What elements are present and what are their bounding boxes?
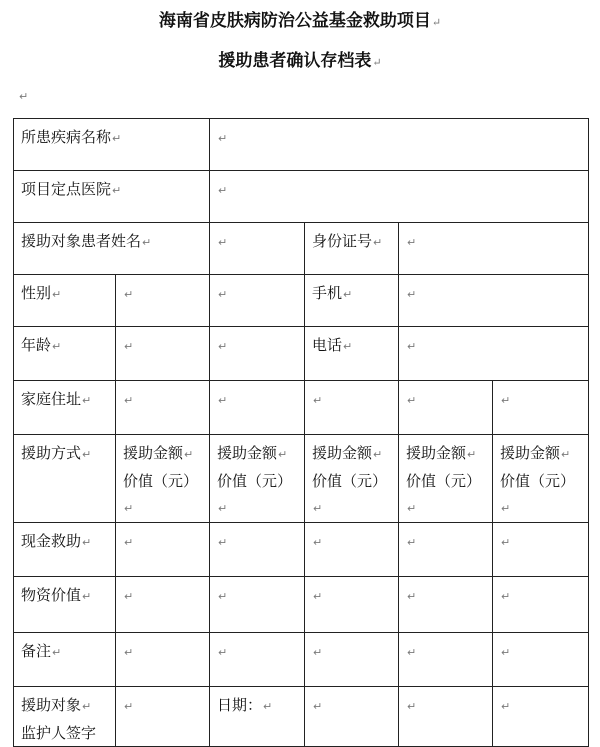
id-number-input-cell[interactable]: ↵ [399,223,589,275]
material-value-input-cell[interactable]: ↵ [493,577,589,633]
table-row [14,633,589,687]
guardian-signature-label-cell: 援助对象↵ 监护人签字 [14,687,116,747]
id-number-label-cell: 身份证号↵ [305,223,399,275]
gender-input-cell[interactable]: ↵ [116,275,210,327]
mobile-input-cell[interactable]: ↵ [399,275,589,327]
gender-label-cell: 性别↵ [14,275,116,327]
phone-input-cell[interactable]: ↵ [399,327,589,381]
cash-aid-input-cell[interactable]: ↵ [399,523,493,577]
table-row [14,223,589,275]
address-input-cell[interactable]: ↵ [399,381,493,435]
cash-aid-label-cell: 现金救助↵ [14,523,116,577]
remarks-input-cell[interactable]: ↵ [116,633,210,687]
remarks-input-cell[interactable]: ↵ [210,633,305,687]
hospital-label-cell: 项目定点医院↵ [14,171,210,223]
hospital-input-cell[interactable]: ↵ [210,171,589,223]
address-input-cell[interactable]: ↵ [210,381,305,435]
guardian-signature-input-cell[interactable]: ↵ [116,687,210,747]
patient-name-input-cell[interactable]: ↵ [210,223,305,275]
empty-cell[interactable]: ↵ [210,275,305,327]
address-input-cell[interactable]: ↵ [116,381,210,435]
table-row [14,577,589,633]
table-row [14,171,589,223]
table-row [14,523,589,577]
cash-aid-input-cell[interactable]: ↵ [116,523,210,577]
material-value-input-cell[interactable]: ↵ [210,577,305,633]
material-value-input-cell[interactable]: ↵ [305,577,399,633]
material-value-input-cell[interactable]: ↵ [399,577,493,633]
patient-name-label-cell: 援助对象患者姓名↵ [14,223,210,275]
date-label-cell: 日期：↵ [210,687,305,747]
cash-aid-input-cell[interactable]: ↵ [210,523,305,577]
date-input-cell[interactable]: ↵ [399,687,493,747]
cash-aid-input-cell[interactable]: ↵ [493,523,589,577]
table-row [14,119,589,171]
disease-label-cell: 所患疾病名称↵ [14,119,210,171]
mobile-label-cell: 手机↵ [305,275,399,327]
table-row [14,381,589,435]
material-value-input-cell[interactable]: ↵ [116,577,210,633]
form-subtitle: 援助患者确认存档表↵ [218,51,382,71]
cash-aid-input-cell[interactable]: ↵ [305,523,399,577]
phone-label-cell: 电话↵ [305,327,399,381]
date-input-cell[interactable]: ↵ [305,687,399,747]
remarks-input-cell[interactable]: ↵ [399,633,493,687]
aid-amount-header-cell: 援助金额↵ 价值（元）↵ [116,435,210,523]
table-row [14,687,589,747]
paragraph-mark: ↵ [19,90,29,103]
address-label-cell: 家庭住址↵ [14,381,116,435]
age-input-cell[interactable]: ↵ [116,327,210,381]
form-title: 海南省皮肤病防治公益基金救助项目↵ [158,11,442,31]
address-input-cell[interactable]: ↵ [493,381,589,435]
aid-amount-header-cell: 援助金额↵ 价值（元）↵ [305,435,399,523]
aid-amount-header-cell: 援助金额↵ 价值（元）↵ [210,435,305,523]
table-row [14,327,589,381]
disease-input-cell[interactable]: ↵ [210,119,589,171]
aid-method-label-cell: 援助方式↵ [14,435,116,523]
table-row [14,435,589,523]
confirmation-form-table [13,118,589,747]
address-input-cell[interactable]: ↵ [305,381,399,435]
empty-cell[interactable]: ↵ [210,327,305,381]
aid-amount-header-cell: 援助金额↵ 价值（元）↵ [493,435,589,523]
date-input-cell[interactable]: ↵ [493,687,589,747]
table-row [14,275,589,327]
age-label-cell: 年龄↵ [14,327,116,381]
aid-amount-header-cell: 援助金额↵ 价值（元）↵ [399,435,493,523]
remarks-input-cell[interactable]: ↵ [305,633,399,687]
remarks-input-cell[interactable]: ↵ [493,633,589,687]
remarks-label-cell: 备注↵ [14,633,116,687]
material-value-label-cell: 物资价值↵ [14,577,116,633]
